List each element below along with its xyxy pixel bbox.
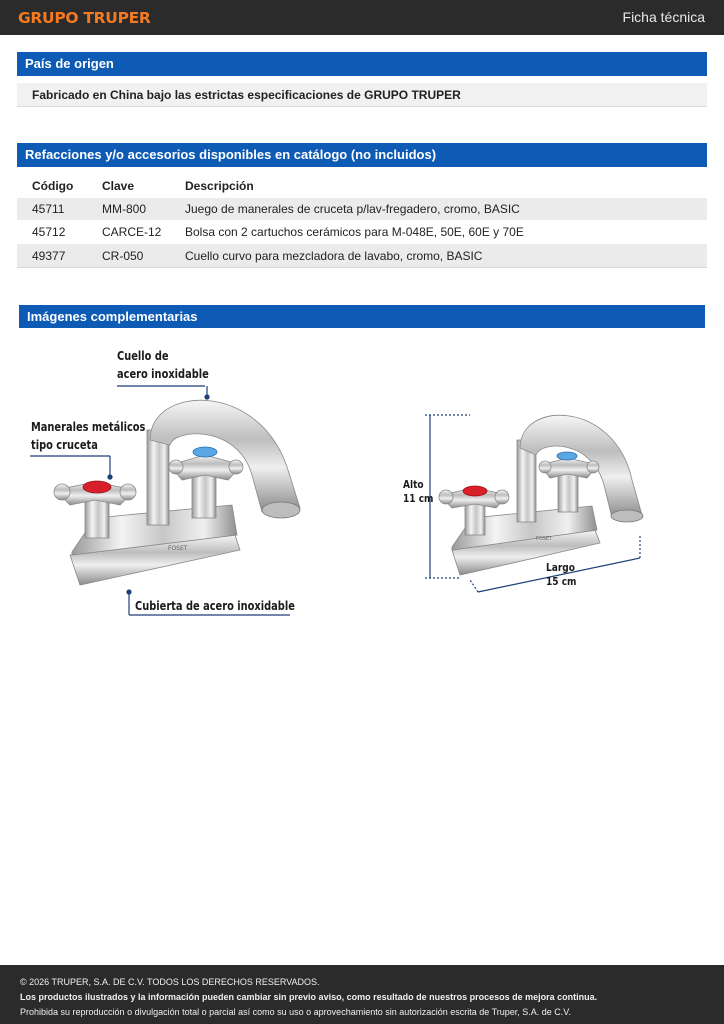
parts-table-header [17,174,707,198]
cell-descripcion: Cuello curvo para mezcladora de lavabo, cromo, BASIC [185,248,483,263]
dimension-height-value: 11 cm [403,492,434,505]
images-section-header: Imágenes complementarias [19,305,705,328]
footer-copyright: © 2026 TRUPER, S.A. DE C.V. TODOS LOS DERECHOS RESERVADOS. [20,977,320,987]
table-bottom-divider [17,267,707,268]
cell-clave: CR-050 [102,248,144,263]
callout-neck-line1: Cuello de [117,349,169,363]
table-row [17,221,707,243]
dimension-height-label: Alto [403,478,424,491]
cell-descripcion: Bolsa con 2 cartuchos cerámicos para M-048E, 50E, 60E y 70E [185,225,524,239]
column-header-clave: Clave [102,179,135,193]
cell-codigo: 45712 [32,225,66,239]
dimension-height [403,478,433,506]
cell-codigo: 49377 [32,248,66,263]
product-images [0,330,724,630]
cell-codigo: 45711 [32,202,65,216]
product-mark: FOSET [168,545,188,552]
callout-cover: Cubierta de acero inoxidable [135,599,295,613]
page-type-label: Ficha técnica [622,9,705,25]
product-mark-small: FOSET [536,536,553,542]
footer-notice: Los productos ilustrados y la información pueden cambiar sin previo aviso, como resultado de nuestros procesos de mejora continua. [20,992,598,1002]
callout-handles [31,418,145,454]
footer-prohibition: Prohibida su reproducción o divulgación total o parcial así como su uso o aprovechamiento sin autorización escrita de Truper, S.A. de C.V. [20,1007,571,1017]
cell-descripcion: Juego de manerales de cruceta p/lav-fregadero, cromo, BASIC [185,202,520,216]
callout-neck [117,347,209,383]
faucet-dimensions-illustration [439,415,643,575]
top-bar [0,0,724,35]
cell-clave: CARCE-12 [102,225,162,239]
callout-handles-line1: Manerales metálicos [31,420,146,434]
dimension-length [546,561,576,589]
callout-handles-line2: tipo cruceta [31,438,98,452]
brand-logo: GRUPO TRUPER [18,9,151,27]
table-row [17,198,707,220]
origin-text: Fabricado en China bajo las estrictas especificaciones de GRUPO TRUPER [17,83,707,107]
column-header-descripcion: Descripción [185,179,254,193]
dimension-length-label: Largo [546,561,575,574]
dimension-length-value: 15 cm [546,575,577,588]
column-header-codigo: Código [32,179,74,193]
origin-section-header: País de origen [17,52,707,76]
table-row [17,244,707,267]
parts-section-header: Refacciones y/o accesorios disponibles en catálogo (no incluidos) [17,143,707,167]
cell-clave: MM-800 [102,202,147,216]
footer [0,965,724,1024]
callout-neck-line2: acero inoxidable [117,367,209,381]
